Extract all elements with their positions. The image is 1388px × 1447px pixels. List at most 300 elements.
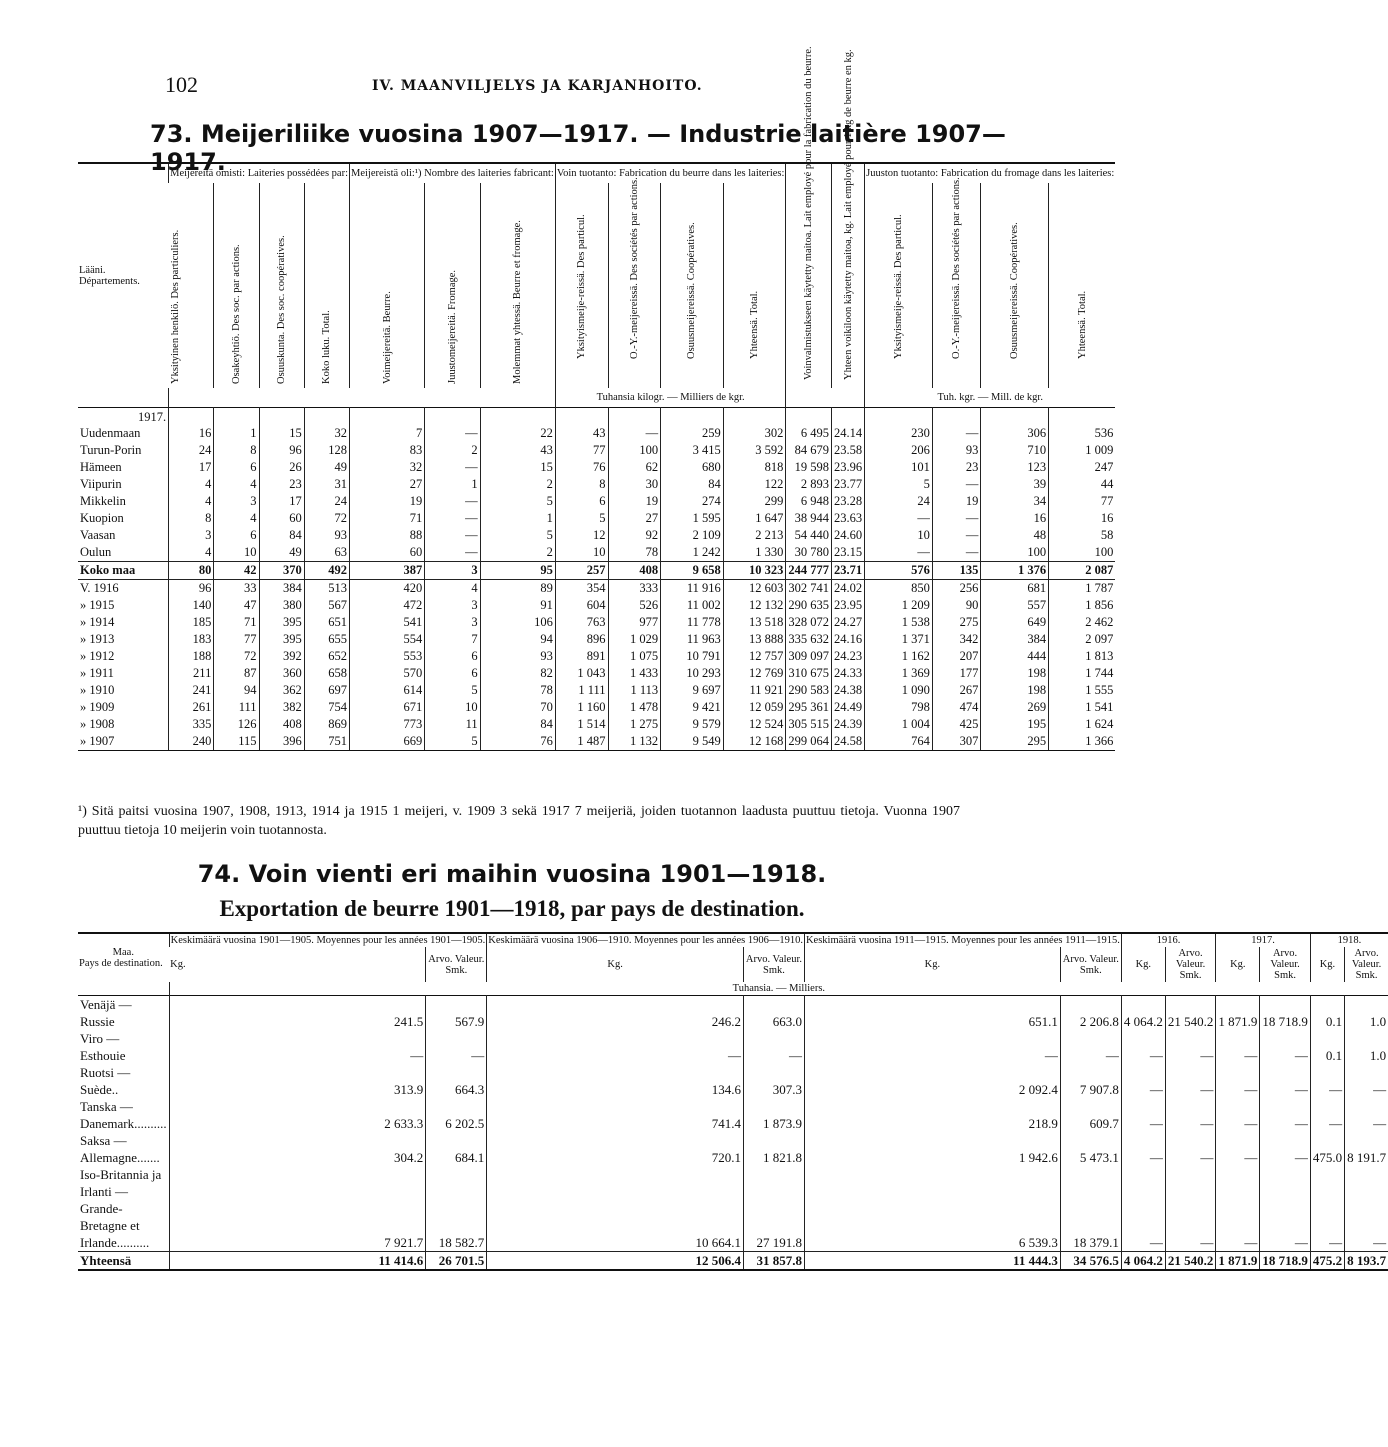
table-cell: 11 778 xyxy=(661,614,724,631)
table-cell: 13 518 xyxy=(723,614,786,631)
table-cell: 11 414.6 xyxy=(169,1252,426,1271)
table-cell: 23 xyxy=(932,459,981,476)
table-cell: — xyxy=(1121,1098,1165,1132)
table-cell: — xyxy=(1345,1166,1388,1252)
table-cell: 23.58 xyxy=(832,442,865,459)
group-header: Keskimäärä vuosina 1901—1905. Moyennes pour les années 1901—1905. xyxy=(170,935,486,946)
table-cell: 92 xyxy=(608,527,661,544)
table-cell: 11 002 xyxy=(661,597,724,614)
table-cell: 32 xyxy=(304,425,349,442)
table-cell: 211 xyxy=(169,665,214,682)
table-cell: 84 xyxy=(259,527,304,544)
table-cell: 2 xyxy=(480,544,555,562)
table-cell: 257 xyxy=(555,562,608,580)
table-cell: 23.28 xyxy=(832,493,865,510)
row-label: Turun-Porin xyxy=(80,443,142,457)
table-cell: 9 549 xyxy=(661,733,724,751)
table-cell: 609.7 xyxy=(1060,1098,1121,1132)
dept-header xyxy=(78,163,169,388)
table-cell: 313.9 xyxy=(169,1064,426,1098)
total-row xyxy=(78,562,1115,580)
table-cell: 2 092.4 xyxy=(804,1064,1060,1098)
table-cell: 6 202.5 xyxy=(426,1098,487,1132)
table-cell: 1 478 xyxy=(608,699,661,716)
table-cell: 77 xyxy=(555,442,608,459)
table-cell: 7 907.8 xyxy=(1060,1064,1121,1098)
table-cell: 2 462 xyxy=(1049,614,1116,631)
owned-col-header: Osuuskunta. Des soc. coopératives. xyxy=(259,183,304,388)
table-cell: — xyxy=(1060,1030,1121,1064)
row-label: » 1909 xyxy=(80,700,115,714)
table-cell: 43 xyxy=(480,442,555,459)
table-row xyxy=(78,682,1115,699)
fabric-group-header: Meijereistä oli:¹) Nombre des laiteries fabricant: xyxy=(349,163,555,183)
table-row xyxy=(78,1166,1388,1252)
table-cell: 4 xyxy=(214,510,259,527)
table-cell: 335 632 xyxy=(786,631,832,648)
table-cell: 70 xyxy=(480,699,555,716)
row-label: Uudenmaan xyxy=(80,426,141,440)
table-cell: — xyxy=(1310,1064,1344,1098)
table-cell: 754 xyxy=(304,699,349,716)
butter-col-header: Yksityismeije-reissä. Des particul. xyxy=(555,183,608,388)
table-cell: 2 xyxy=(480,476,555,493)
table-cell: 1 275 xyxy=(608,716,661,733)
value-header: Arvo. Valeur. Smk. xyxy=(1165,947,1216,982)
table-cell: 1 366 xyxy=(1049,733,1116,751)
table-cell: 24 xyxy=(304,493,349,510)
table-cell: 8 xyxy=(169,510,214,527)
table-cell: 299 xyxy=(723,493,786,510)
table-row xyxy=(78,459,1115,476)
butter-col-header: Yhteensä. Total. xyxy=(723,183,786,388)
table-cell: 9 697 xyxy=(661,682,724,699)
table-row xyxy=(78,665,1115,682)
table-cell: 1 371 xyxy=(865,631,933,648)
table-cell: 185 xyxy=(169,614,214,631)
table-cell: 34 xyxy=(981,493,1049,510)
table-cell: 23.63 xyxy=(832,510,865,527)
table-cell: — xyxy=(425,425,480,442)
row-label: Viro — Esthouie xyxy=(80,1031,126,1063)
table-cell: 576 xyxy=(865,562,933,580)
table-cell: 333 xyxy=(608,580,661,598)
table-cell: — xyxy=(425,493,480,510)
table-cell: 570 xyxy=(349,665,424,682)
unit-spacer xyxy=(78,982,169,996)
table-cell: 1 744 xyxy=(1049,665,1116,682)
table-cell: 4 xyxy=(169,544,214,562)
table-cell: 651.1 xyxy=(804,996,1060,1031)
table-cell: 72 xyxy=(214,648,259,665)
table-cell: 302 741 xyxy=(786,580,832,598)
kg-header: Kg. xyxy=(487,947,744,982)
table-cell: 307 xyxy=(932,733,981,751)
table-cell: 2 109 xyxy=(661,527,724,544)
table-cell: 408 xyxy=(608,562,661,580)
row-label: Yhteensä xyxy=(78,1252,169,1271)
table-cell: 13 888 xyxy=(723,631,786,648)
table-cell: — xyxy=(1216,1030,1260,1064)
table-row xyxy=(78,493,1115,510)
table-cell: 604 xyxy=(555,597,608,614)
table-cell: 18 718.9 xyxy=(1260,996,1311,1031)
table-row xyxy=(78,716,1115,733)
table-cell: — xyxy=(1216,1098,1260,1132)
table-cell: 78 xyxy=(480,682,555,699)
table-cell: 23.95 xyxy=(832,597,865,614)
table-cell: — xyxy=(1260,1030,1311,1064)
table-cell: — xyxy=(1310,1166,1344,1252)
table-cell: 54 440 xyxy=(786,527,832,544)
table-row xyxy=(78,544,1115,562)
table-cell: 77 xyxy=(214,631,259,648)
table-cell: 23 xyxy=(259,476,304,493)
table-cell: 444 xyxy=(981,648,1049,665)
table-cell: 12 168 xyxy=(723,733,786,751)
table-cell: 475.0 xyxy=(1310,1132,1344,1166)
table-cell: 553 xyxy=(349,648,424,665)
table-cell: 4 xyxy=(169,493,214,510)
cheese-col-header: Osuusmeijereissä. Coopératives. xyxy=(981,183,1049,388)
table-cell: 89 xyxy=(480,580,555,598)
table-cell: 649 xyxy=(981,614,1049,631)
table-cell: 47 xyxy=(214,597,259,614)
total-row xyxy=(78,1252,1388,1271)
table-cell: 93 xyxy=(480,648,555,665)
table-cell: 1 090 xyxy=(865,682,933,699)
table-cell: 24.14 xyxy=(832,425,865,442)
table-cell: 614 xyxy=(349,682,424,699)
table-cell: — xyxy=(865,510,933,527)
table-cell: — xyxy=(1165,1132,1216,1166)
table-cell: 658 xyxy=(304,665,349,682)
table-cell: 42 xyxy=(214,562,259,580)
table-cell: 5 xyxy=(480,527,555,544)
table-cell: 4 xyxy=(169,476,214,493)
country-header xyxy=(78,933,169,982)
value-header: Arvo. Valeur. Smk. xyxy=(1345,947,1388,982)
table-cell: 2 097 xyxy=(1049,631,1116,648)
table-cell: 309 097 xyxy=(786,648,832,665)
table-cell: 1 942.6 xyxy=(804,1132,1060,1166)
table-cell: — xyxy=(932,527,981,544)
table-cell: 3 592 xyxy=(723,442,786,459)
table-cell: 1.0 xyxy=(1345,1030,1388,1064)
table-cell: 18 582.7 xyxy=(426,1166,487,1252)
table-cell: 128 xyxy=(304,442,349,459)
table-cell: 23.96 xyxy=(832,459,865,476)
table-cell: 198 xyxy=(981,682,1049,699)
table-cell: 206 xyxy=(865,442,933,459)
row-label: Tanska — Danemark.......... xyxy=(80,1099,167,1131)
table-cell: 6 xyxy=(425,648,480,665)
table-cell: 247 xyxy=(1049,459,1116,476)
table-cell: 183 xyxy=(169,631,214,648)
row-label: » 1908 xyxy=(80,717,115,731)
table-cell: 5 xyxy=(865,476,933,493)
table-cell: 396 xyxy=(259,733,304,751)
table-cell: 17 xyxy=(169,459,214,476)
table-cell: 360 xyxy=(259,665,304,682)
table-cell: 111 xyxy=(214,699,259,716)
table-cell: — xyxy=(1310,1098,1344,1132)
table-cell: 380 xyxy=(259,597,304,614)
table-cell: 62 xyxy=(608,459,661,476)
table-cell: 8 xyxy=(555,476,608,493)
table-cell: 72 xyxy=(304,510,349,527)
table-cell: 384 xyxy=(981,631,1049,648)
table-cell: 12 769 xyxy=(723,665,786,682)
table-cell: 115 xyxy=(214,733,259,751)
table-cell: 24 xyxy=(169,442,214,459)
table-cell: 299 064 xyxy=(786,733,832,751)
table-cell: 5 xyxy=(425,682,480,699)
table-cell: 6 xyxy=(214,527,259,544)
table-cell: 1 xyxy=(425,476,480,493)
table-cell: 850 xyxy=(865,580,933,598)
table-cell: 2 633.3 xyxy=(169,1098,426,1132)
table-cell: 100 xyxy=(981,544,1049,562)
table-cell: 567 xyxy=(304,597,349,614)
table-cell: 513 xyxy=(304,580,349,598)
row-label: » 1915 xyxy=(80,598,115,612)
table-cell: 1 330 xyxy=(723,544,786,562)
table-row xyxy=(78,527,1115,544)
table-cell: 16 xyxy=(169,425,214,442)
table-cell: 93 xyxy=(304,527,349,544)
table-cell: 27 xyxy=(608,510,661,527)
kg-header: Kg. xyxy=(170,959,186,970)
table-row xyxy=(78,996,1388,1031)
table-cell: 71 xyxy=(214,614,259,631)
row-label: » 1913 xyxy=(80,632,115,646)
row-label: Hämeen xyxy=(80,460,122,474)
table-cell: 1 009 xyxy=(1049,442,1116,459)
table-cell: 26 xyxy=(259,459,304,476)
cheese-unit: Tuh. kgr. — Mill. de kgr. xyxy=(865,388,1116,408)
table-cell: 39 xyxy=(981,476,1049,493)
table-row xyxy=(78,648,1115,665)
table-cell: 1 871.9 xyxy=(1216,1252,1260,1271)
table-cell: 11 444.3 xyxy=(804,1252,1060,1271)
running-head: IV. MAANVILJELYS JA KARJANHOITO. xyxy=(372,78,703,94)
row-label: Saksa — Allemagne....... xyxy=(80,1133,160,1165)
table-cell: 95 xyxy=(480,562,555,580)
value-header: Arvo. Valeur. Smk. xyxy=(426,947,487,982)
table-cell: 1 043 xyxy=(555,665,608,682)
unit-spacer xyxy=(786,388,865,408)
table-cell: 5 xyxy=(425,733,480,751)
table-cell: — xyxy=(1121,1064,1165,1098)
table-cell: 6 xyxy=(425,665,480,682)
table-cell: 1 821.8 xyxy=(743,1132,804,1166)
table-cell: 541 xyxy=(349,614,424,631)
row-label: Oulun xyxy=(80,545,112,559)
table-cell: — xyxy=(1121,1132,1165,1166)
table-row xyxy=(78,425,1115,442)
table-cell: — xyxy=(804,1030,1060,1064)
table-cell: 304.2 xyxy=(169,1132,426,1166)
table-73-title: 73. Meijeriliike vuosina 1907—1917. — Industrie laitière 1907—1917. xyxy=(150,120,1006,176)
row-label: » 1914 xyxy=(80,615,115,629)
fabric-col-header: Voimeijereitä. Beurre. xyxy=(349,183,424,388)
table-cell: — xyxy=(932,425,981,442)
table-cell: 2 087 xyxy=(1049,562,1116,580)
table-cell: — xyxy=(1260,1098,1311,1132)
milk-per-header: Yhteen voikiloon käytetty maitoa, kg. Lait employé pour 1 kg de beurre en kg. xyxy=(832,163,865,388)
table-cell: 267 xyxy=(932,682,981,699)
table-cell: 1 132 xyxy=(608,733,661,751)
table-cell: 93 xyxy=(932,442,981,459)
table-cell: 3 xyxy=(425,562,480,580)
table-cell: 472 xyxy=(349,597,424,614)
table-cell: 1 162 xyxy=(865,648,933,665)
table-cell: 24.49 xyxy=(832,699,865,716)
table-cell: 1 111 xyxy=(555,682,608,699)
table-cell: 1 xyxy=(480,510,555,527)
table-cell: 290 583 xyxy=(786,682,832,699)
table-cell: 218.9 xyxy=(804,1098,1060,1132)
table-cell: 84 xyxy=(480,716,555,733)
table-cell: 6 948 xyxy=(786,493,832,510)
table-cell: 19 xyxy=(608,493,661,510)
table-cell: 1 873.9 xyxy=(743,1098,804,1132)
table-cell: 306 xyxy=(981,425,1049,442)
table-cell: — xyxy=(865,544,933,562)
value-header: Arvo. Valeur. Smk. xyxy=(743,947,804,982)
table-73-footnote: ¹) Sitä paitsi vuosina 1907, 1908, 1913, 1914 ja 1915 1 meijeri, v. 1909 3 sekä 1917 7 meijeriä, joiden tuotannon laadusta puuttuu tietoja. Vuonna 1907 puuttuu tietoja 10 meijerin voin tuotannosta. xyxy=(78,804,960,838)
table-row xyxy=(78,476,1115,493)
table-cell: 11 963 xyxy=(661,631,724,648)
table-cell: 4 xyxy=(214,476,259,493)
table-cell: — xyxy=(1345,1064,1388,1098)
table-74-title: 74. Voin vienti eri maihin vuosina 1901—1918. xyxy=(197,860,827,888)
table-cell: 16 xyxy=(1049,510,1116,527)
table-cell: 19 598 xyxy=(786,459,832,476)
table-cell: 1 624 xyxy=(1049,716,1116,733)
table-cell: 681 xyxy=(981,580,1049,598)
table-cell: 12 506.4 xyxy=(487,1252,744,1271)
table-cell: 22 xyxy=(480,425,555,442)
row-label: Venäjä — Russie xyxy=(80,997,132,1029)
table-cell: 1 514 xyxy=(555,716,608,733)
owned-col-header: Yksityinen henkilö. Des particuliers. xyxy=(169,229,181,384)
table-cell: 1 787 xyxy=(1049,580,1116,598)
table-cell: 2 213 xyxy=(723,527,786,544)
table-cell: 84 xyxy=(661,476,724,493)
table-cell: 30 xyxy=(608,476,661,493)
owned-col-header: Koko luku. Total. xyxy=(304,183,349,388)
table-cell: 96 xyxy=(259,442,304,459)
table-cell: 11 xyxy=(425,716,480,733)
table-cell: 43 xyxy=(555,425,608,442)
table-cell: 88 xyxy=(349,527,424,544)
table-cell: 382 xyxy=(259,699,304,716)
table-cell: 2 xyxy=(425,442,480,459)
table-cell: 9 658 xyxy=(661,562,724,580)
table-cell: 664.3 xyxy=(426,1064,487,1098)
table-cell: — xyxy=(608,425,661,442)
table-74-subtitle: Exportation de beurre 1901—1918, par pays de destination. xyxy=(219,896,805,921)
table-cell: 1 160 xyxy=(555,699,608,716)
table-cell: 12 xyxy=(555,527,608,544)
table-cell: — xyxy=(1121,1030,1165,1064)
table-cell: 21 540.2 xyxy=(1165,996,1216,1031)
table-cell: 44 xyxy=(1049,476,1116,493)
dept-header-fi: Lääni. xyxy=(79,265,106,276)
table-row xyxy=(78,580,1115,598)
table-cell: 275 xyxy=(932,614,981,631)
table-cell: 3 xyxy=(425,597,480,614)
table-cell: — xyxy=(932,544,981,562)
value-header: Arvo. Valeur. Smk. xyxy=(1260,947,1311,982)
kg-header: Kg. xyxy=(1310,947,1344,982)
table-cell: 58 xyxy=(1049,527,1116,544)
table-cell: 335 xyxy=(169,716,214,733)
table-cell: 3 xyxy=(169,527,214,544)
table-cell: 773 xyxy=(349,716,424,733)
table-cell: 1 075 xyxy=(608,648,661,665)
kg-header: Kg. xyxy=(1216,947,1260,982)
table-row xyxy=(78,442,1115,459)
table-cell: 11 921 xyxy=(723,682,786,699)
table-cell: 48 xyxy=(981,527,1049,544)
table-cell: 6 539.3 xyxy=(804,1166,1060,1252)
table-cell: 1 369 xyxy=(865,665,933,682)
table-cell: 9 579 xyxy=(661,716,724,733)
table-cell: 19 xyxy=(349,493,424,510)
table-cell: 425 xyxy=(932,716,981,733)
unit-spacer xyxy=(78,388,169,408)
row-label: » 1911 xyxy=(80,666,114,680)
kg-header: Kg. xyxy=(804,947,1060,982)
table-cell: 240 xyxy=(169,733,214,751)
table-cell: 198 xyxy=(981,665,1049,682)
table-row xyxy=(78,614,1115,631)
cheese-group-header: Juuston tuotanto: Fabrication du fromage dans les laiteries: xyxy=(865,163,1116,183)
group-header: Keskimäärä vuosina 1906—1910. Moyennes pour les années 1906—1910. xyxy=(488,935,803,946)
table-cell: 24.39 xyxy=(832,716,865,733)
row-label: Ruotsi — Suède.. xyxy=(80,1065,131,1097)
cheese-col-header: Yksityismeije-reissä. Des particul. xyxy=(865,183,933,388)
table-cell: 76 xyxy=(555,459,608,476)
table-row xyxy=(78,1064,1388,1098)
table-cell: 362 xyxy=(259,682,304,699)
table-cell: 100 xyxy=(1049,544,1116,562)
table-cell: — xyxy=(425,527,480,544)
table-cell: 387 xyxy=(349,562,424,580)
table-cell: 241.5 xyxy=(169,996,426,1031)
table-cell: 655 xyxy=(304,631,349,648)
table-cell: 1 487 xyxy=(555,733,608,751)
table-cell: 328 072 xyxy=(786,614,832,631)
table-cell: 4 064.2 xyxy=(1121,996,1165,1031)
table-cell: 33 xyxy=(214,580,259,598)
table-cell: 82 xyxy=(480,665,555,682)
table-cell: 1 xyxy=(214,425,259,442)
table-cell: 30 780 xyxy=(786,544,832,562)
table-cell: — xyxy=(1216,1132,1260,1166)
table-cell: 492 xyxy=(304,562,349,580)
table-cell: 7 xyxy=(349,425,424,442)
table-cell: 24.58 xyxy=(832,733,865,751)
table-cell: 384 xyxy=(259,580,304,598)
table-cell: 12 524 xyxy=(723,716,786,733)
table-cell: 5 473.1 xyxy=(1060,1132,1121,1166)
table-cell: 19 xyxy=(932,493,981,510)
table-cell: 78 xyxy=(608,544,661,562)
